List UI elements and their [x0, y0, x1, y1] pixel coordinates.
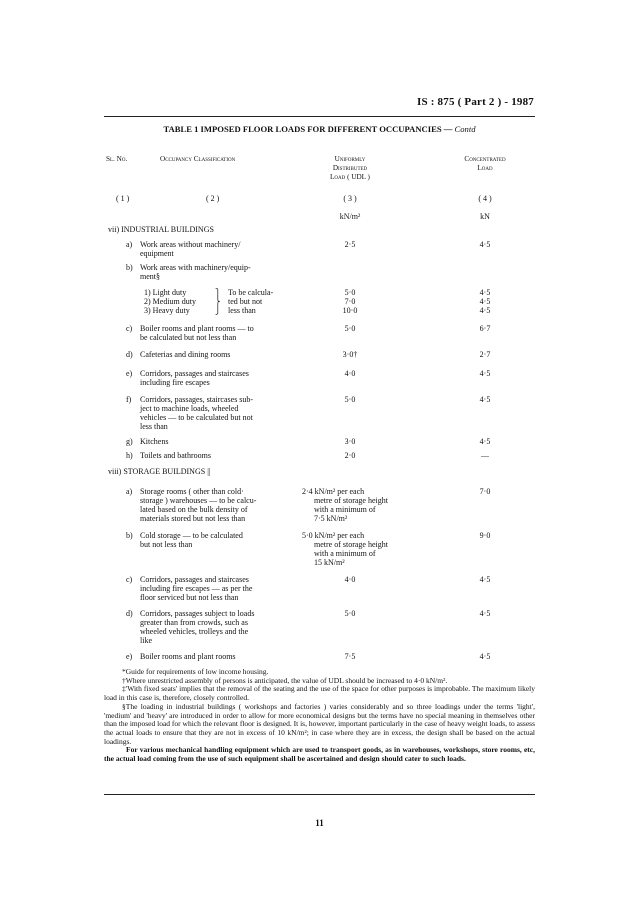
row-a-index: a): [126, 240, 133, 249]
row-c-occupancy: Boiler rooms and plant rooms — to be calculated but not less than: [140, 324, 254, 342]
section-industrial-heading: vii) INDUSTRIAL BUILDINGS: [108, 225, 214, 234]
row-f-occupancy: Corridors, passages, staircases sub- ject to machine loads, wheeled vehicles — to be calculated but not less than: [140, 395, 254, 431]
unit-udl: kN/m²: [339, 212, 361, 221]
col-header-udl-line1: Uniformly: [334, 155, 366, 163]
storage-e-udl: 7·5: [344, 652, 356, 661]
row-d-udl: 3·0†: [342, 350, 358, 359]
row-d-index: d): [126, 350, 133, 359]
row-h-udl: 2·0: [344, 451, 356, 460]
row-b-occupancy: Work areas with machinery/equip- ment§: [140, 263, 251, 281]
unit-concentrated: kN: [480, 212, 490, 221]
row-b3-udl: 10·0: [342, 306, 358, 315]
table-title: [104, 124, 535, 134]
footnote-4: §The loading in industrial buildings ( workshops and factories ) varies considerably and so three loadings under the terms 'light', 'medium' and 'heavy' are introduced in order to allow for more economical designs but the terms have no special meaning in themselves other than the imposed load for which the relevant floor is designed. It is, however, important particularly in the case of heavy weight loads, to assess the actual loads to ensure that they are not in excess of 10 kN/m²; in case where they are in excess, the design shall be based on the actual loadings.: [104, 701, 535, 746]
row-g-udl: 3·0: [344, 437, 356, 446]
storage-a-index: a): [126, 487, 133, 496]
footnotes: [104, 668, 535, 764]
col-number-2: ( 2 ): [206, 194, 220, 203]
document-header: IS : 875 ( Part 2 ) - 1987: [416, 96, 534, 108]
col-header-sl: Sl. No.: [106, 155, 128, 163]
row-g-concentrated: 4·5: [479, 437, 491, 446]
row-b2-concentrated: 4·5: [479, 297, 491, 306]
col-header-concentrated: [430, 155, 540, 173]
col-header-occupancy: Occupancy Classification: [160, 155, 236, 163]
bottom-rule: [104, 794, 535, 795]
storage-e-index: e): [126, 652, 133, 661]
storage-d-concentrated: 4·5: [479, 609, 491, 618]
row-f-concentrated: 4·5: [479, 395, 491, 404]
storage-b-index: b): [126, 531, 133, 540]
row-e-occupancy: Corridors, passages and staircases including fire escapes: [140, 369, 249, 387]
row-h-index: h): [126, 451, 133, 460]
col-header-udl: [300, 155, 400, 182]
row-b3-note: less than: [228, 306, 256, 315]
storage-a-udl: 2·4 kN/m² per each metre of storage height with a minimum of 7·5 kN/m²: [302, 487, 388, 523]
row-b1-concentrated: 4·5: [479, 288, 491, 297]
storage-c-index: c): [126, 575, 133, 584]
row-e-index: e): [126, 369, 133, 378]
brace-icon: ⎫ ⎬ ⎭: [215, 288, 221, 315]
storage-a-concentrated: 7·0: [479, 487, 491, 496]
row-c-concentrated: 6·7: [479, 324, 491, 333]
row-h-concentrated: —: [481, 451, 489, 460]
storage-d-occupancy: Corridors, passages subject to loads greater than from crowds, such as wheeled vehicles, trolleys and the like: [140, 609, 255, 645]
storage-a-occupancy: Storage rooms ( other than cold· storage ) warehouses — to be calcu- lated based on the bulk density of materials stored but not less than: [140, 487, 257, 523]
section-storage-heading: viii) STORAGE BUILDINGS ||: [108, 467, 211, 476]
row-e-udl: 4·0: [344, 369, 356, 378]
col-header-conc-line2: Load: [477, 164, 493, 172]
row-c-udl: 5·0: [344, 324, 356, 333]
col-number-1: ( 1 ): [116, 194, 130, 203]
row-b3-name: 3) Heavy duty: [144, 306, 190, 315]
row-e-concentrated: 4·5: [479, 369, 491, 378]
row-h-occupancy: Toilets and bathrooms: [140, 451, 211, 460]
row-b1-note: To be calcula-: [228, 288, 274, 297]
col-header-udl-line2: Distributed: [332, 164, 368, 172]
storage-b-udl: 5·0 kN/m² per each metre of storage height with a minimum of 15 kN/m²: [302, 531, 388, 567]
row-d-concentrated: 2·7: [479, 350, 491, 359]
row-f-udl: 5·0: [344, 395, 356, 404]
table-title-contd: Contd: [454, 124, 476, 134]
footnote-3: ‡'With fixed seats' implies that the removal of the seating and the use of the space for other purposes is improbable. The maximum likely load in this case is, therefore, closely controlled.: [104, 684, 535, 703]
row-g-occupancy: Kitchens: [140, 437, 169, 446]
storage-d-index: d): [126, 609, 133, 618]
row-a-udl: 2·5: [344, 240, 356, 249]
row-b2-note: ted but not: [228, 297, 263, 306]
row-a-occupancy: Work areas without machinery/ equipment: [140, 240, 241, 258]
page-number: 11: [315, 818, 324, 828]
row-b2-name: 2) Medium duty: [144, 297, 196, 306]
storage-c-concentrated: 4·5: [479, 575, 491, 584]
col-header-udl-line3: Load ( UDL ): [330, 173, 370, 181]
row-b1-udl: 5·0: [344, 288, 356, 297]
top-rule: [104, 116, 535, 117]
storage-d-udl: 5·0: [344, 609, 356, 618]
row-b1-name: 1) Light duty: [144, 288, 187, 297]
row-b2-udl: 7·0: [344, 297, 356, 306]
row-f-index: f): [126, 395, 132, 404]
row-a-concentrated: 4·5: [479, 240, 491, 249]
col-number-3: ( 3 ): [343, 194, 357, 203]
storage-b-occupancy: Cold storage — to be calculated but not less than: [140, 531, 243, 549]
storage-e-occupancy: Boiler rooms and plant rooms: [140, 652, 236, 661]
table-title-main: TABLE 1 IMPOSED FLOOR LOADS FOR DIFFERENT OCCUPANCIES —: [163, 124, 453, 134]
storage-c-udl: 4·0: [344, 575, 356, 584]
row-g-index: g): [126, 437, 133, 446]
storage-c-occupancy: Corridors, passages and staircases including fire escapes — as per the floor serviced but not less than: [140, 575, 253, 602]
col-header-conc-line1: Concentrated: [464, 155, 506, 163]
footnote-2: †Where unrestricted assembly of persons is anticipated, the value of UDL should be increased to 4·0 kN/m².: [122, 675, 448, 685]
footnote-1: *Guide for requirements of low income housing.: [122, 667, 269, 676]
storage-b-concentrated: 9·0: [479, 531, 491, 540]
row-b-index: b): [126, 263, 133, 272]
storage-e-concentrated: 4·5: [479, 652, 491, 661]
footnote-5: For various mechanical handling equipment which are used to transport goods, as in warehouses, workshops, store rooms, etc, the actual load coming from the use of such equipment shall be ascertained and design should cater to such loads.: [104, 745, 535, 764]
col-number-4: ( 4 ): [478, 194, 492, 203]
row-b3-concentrated: 4·5: [479, 306, 491, 315]
row-d-occupancy: Cafeterias and dining rooms: [140, 350, 231, 359]
row-c-index: c): [126, 324, 133, 333]
